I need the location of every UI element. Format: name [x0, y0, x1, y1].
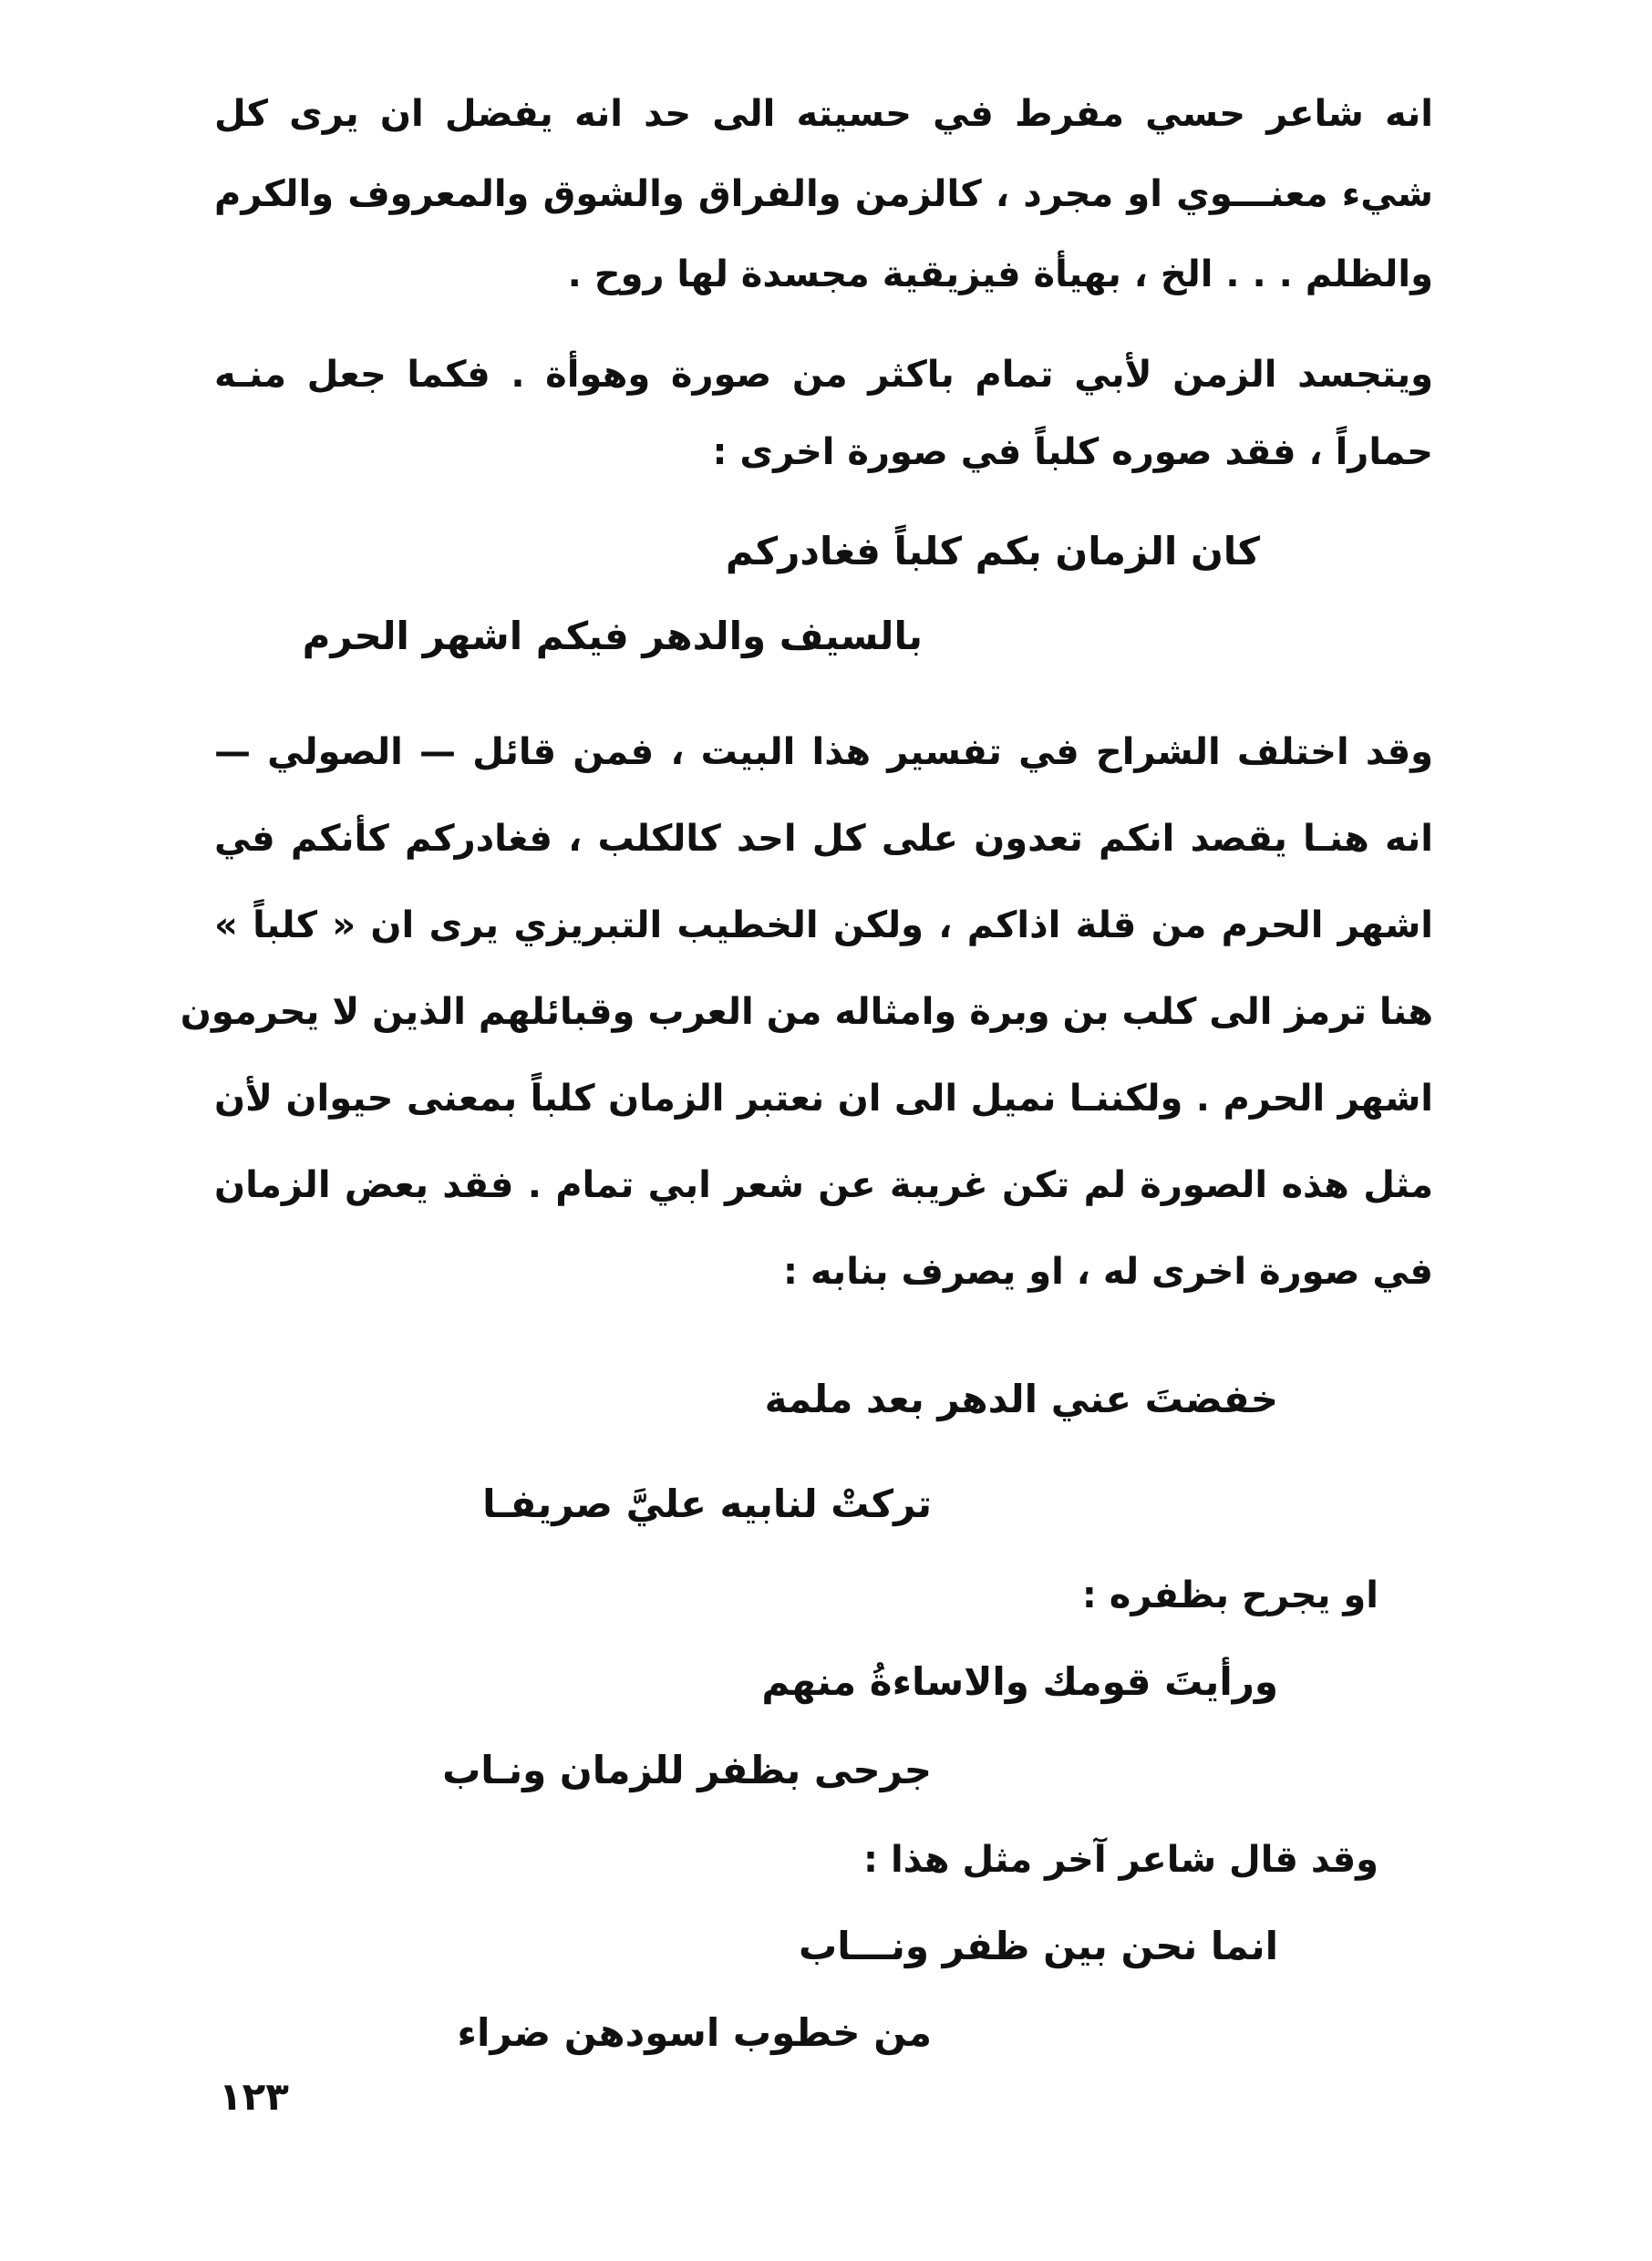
verse-2-line-1: خفضتَ عني الدهر بعد ملمة — [764, 1377, 1278, 1421]
claw-intro-line: او يجرح بظفره : — [1081, 1574, 1378, 1616]
verse-1-line-2: بالسيف والدهر فيكم اشهر الحرم — [302, 614, 923, 658]
verse-3-line-1: ورأيتَ قومك والاساءةُ منهم — [761, 1659, 1278, 1704]
verse-4-line-1: انما نحن بين ظفر ونـــاب — [799, 1924, 1278, 1968]
paragraph-3-line-2: انه هنـا يقصد انكم تعدون على كل احد كالكلب ، فغادركم كأنكم في — [214, 818, 1433, 860]
paragraph-1-line-1: انه شاعر حسي مفرط في حسيته الى حد انه يفضل ان يرى كل — [214, 93, 1433, 135]
paragraph-1-line-3: والظلم . . . الخ ، بهيأة فيزيقية مجسدة لها روح . — [567, 253, 1433, 295]
verse-2-line-2: تركتْ لنابيه عليَّ صريفـا — [482, 1482, 932, 1526]
other-poet-intro-line: وقد قال شاعر آخر مثل هذا : — [863, 1839, 1378, 1881]
paragraph-3-line-3: اشهر الحرم من قلة اذاكم ، ولكن الخطيب التبريزي يرى ان « كلباً » — [214, 904, 1433, 946]
paragraph-3-line-1: وقد اختلف الشراح في تفسير هذا البيت ، فمن قائل — الصولي — — [214, 731, 1433, 773]
paragraph-3-line-4: هنا ترمز الى كلب بن وبرة وامثاله من العرب وقبائلهم الذين لا يحرمون — [180, 991, 1433, 1033]
paragraph-1-line-2: شيء معنـــوي او مجرد ، كالزمن والفراق والشوق والمعروف والكرم — [214, 173, 1433, 215]
paragraph-2-line-2: حماراً ، فقد صوره كلباً في صورة اخرى : — [712, 431, 1433, 473]
verse-1-line-1: كان الزمان بكم كلباً فغادركم — [725, 529, 1260, 573]
verse-3-line-2: جرحى بظفر للزمان ونـاب — [442, 1748, 932, 1792]
paragraph-2-line-1: ويتجسد الزمن لأبي تمام باكثر من صورة وهوأة . فكما جعل منـه — [214, 354, 1433, 396]
page-number: ١٢٣ — [219, 2074, 289, 2119]
paragraph-3-line-6: مثل هذه الصورة لم تكن غريبة عن شعر ابي تمام . فقد يعض الزمان — [214, 1164, 1433, 1206]
paragraph-3-line-7: في صورة اخرى له ، او يصرف بنابه : — [783, 1251, 1433, 1293]
verse-4-line-2: من خطوب اسودهن ضراء — [457, 2010, 932, 2055]
paragraph-3-line-5: اشهر الحرم . ولكننـا نميل الى ان نعتبر الزمان كلباً بمعنى حيوان لأن — [214, 1078, 1433, 1120]
